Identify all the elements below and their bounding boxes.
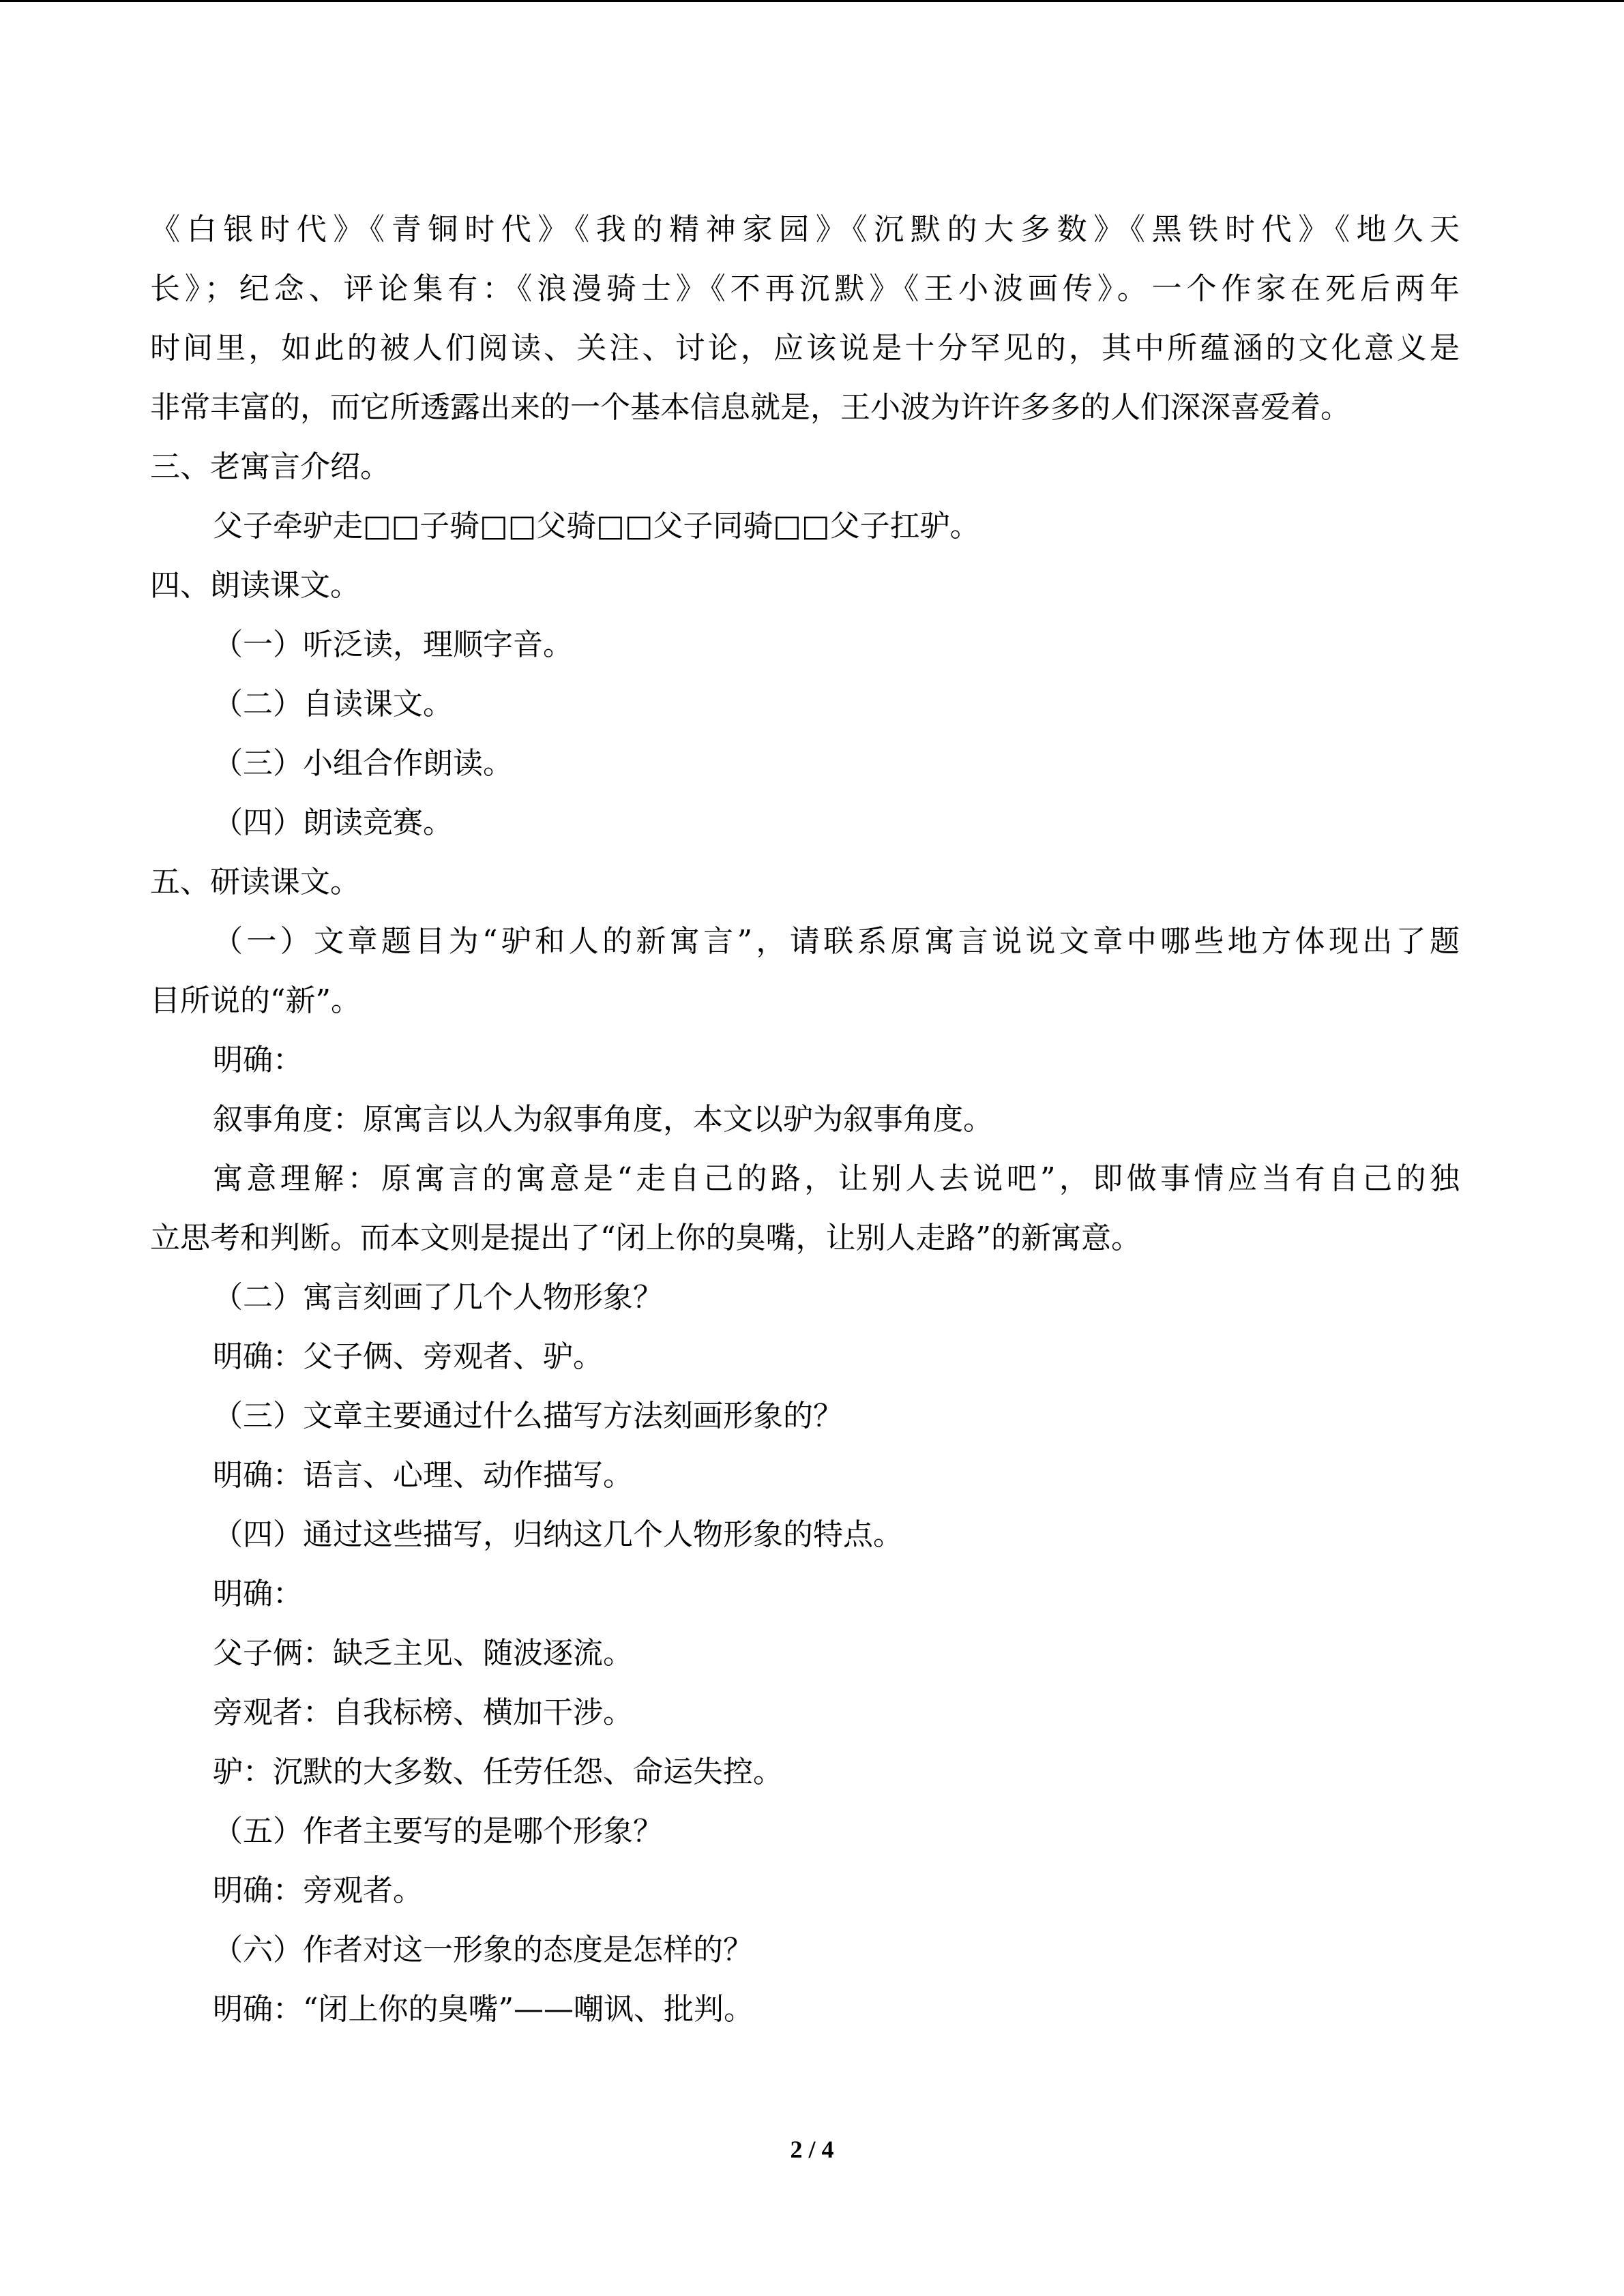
text-line: （四）朗读竞赛。 — [213, 805, 453, 840]
page-number: 2 / 4 — [790, 2136, 834, 2163]
text-line: （五）作者主要写的是哪个形象？ — [213, 1814, 663, 1849]
text-line: 时间里，如此的被人们阅读、关注、讨论，应该说是十分罕见的，其中所蕴涵的文化意义是 — [150, 331, 1460, 366]
text-line: 明确：“闭上你的臭嘴”——嘲讽、批判。 — [213, 1992, 754, 2027]
text-line: 长》；纪念、评论集有：《浪漫骑士》《不再沉默》《王小波画传》。一个作家在死后两年 — [150, 271, 1460, 306]
text-line: 五、研读课文。 — [150, 865, 360, 899]
text-line: （四）通过这些描写，归纳这几个人物形象的特点。 — [213, 1517, 903, 1552]
text-line: （三）文章主要通过什么描写方法刻画形象的？ — [213, 1399, 843, 1433]
text-line: （一）听泛读，理顺字音。 — [213, 627, 573, 662]
text-line: 父子俩：缺乏主见、随波逐流。 — [213, 1636, 633, 1671]
text-line: 目所说的“新”。 — [150, 983, 361, 1018]
text-line: 旁观者：自我标榜、横加干涉。 — [213, 1695, 633, 1730]
text-line: 明确： — [213, 1043, 303, 1077]
text-line: （三）小组合作朗读。 — [213, 746, 513, 781]
text-line: 明确： — [213, 1577, 303, 1611]
text-line: 四、朗读课文。 — [150, 568, 360, 603]
text-line: （二）寓言刻画了几个人物形象？ — [213, 1280, 663, 1315]
text-line: 《白银时代》《青铜时代》《我的精神家园》《沉默的大多数》《黑铁时代》《地久天 — [150, 212, 1460, 247]
text-line: （一）文章题目为“驴和人的新寓言”，请联系原寓言说说文章中哪些地方体现出了题 — [213, 924, 1460, 959]
text-line: 叙事角度：原寓言以人为叙事角度，本文以驴为叙事角度。 — [213, 1102, 993, 1137]
text-line: 明确：语言、心理、动作描写。 — [213, 1458, 633, 1493]
text-line: 三、老寓言介绍。 — [150, 449, 390, 484]
text-line: 非常丰富的，而它所透露出来的一个基本信息就是，王小波为许许多多的人们深深喜爱着。 — [150, 390, 1350, 425]
text-line: 驴：沉默的大多数、任劳任怨、命运失控。 — [213, 1755, 783, 1789]
text-line: 立思考和判断。而本文则是提出了“闭上你的臭嘴，让别人走路”的新寓意。 — [150, 1221, 1141, 1255]
text-line: 父子牵驴走□□子骑□□父骑□□父子同骑□□父子扛驴。 — [213, 509, 980, 543]
text-line: 明确：父子俩、旁观者、驴。 — [213, 1339, 603, 1374]
text-line: （六）作者对这一形象的态度是怎样的？ — [213, 1933, 753, 1967]
document-body — [150, 200, 1460, 2039]
text-line: （二）自读课文。 — [213, 687, 453, 721]
text-line: 明确：旁观者。 — [213, 1873, 423, 1908]
text-line: 寓意理解：原寓言的寓意是“走自己的路，让别人去说吧”，即做事情应当有自己的独 — [213, 1161, 1460, 1196]
